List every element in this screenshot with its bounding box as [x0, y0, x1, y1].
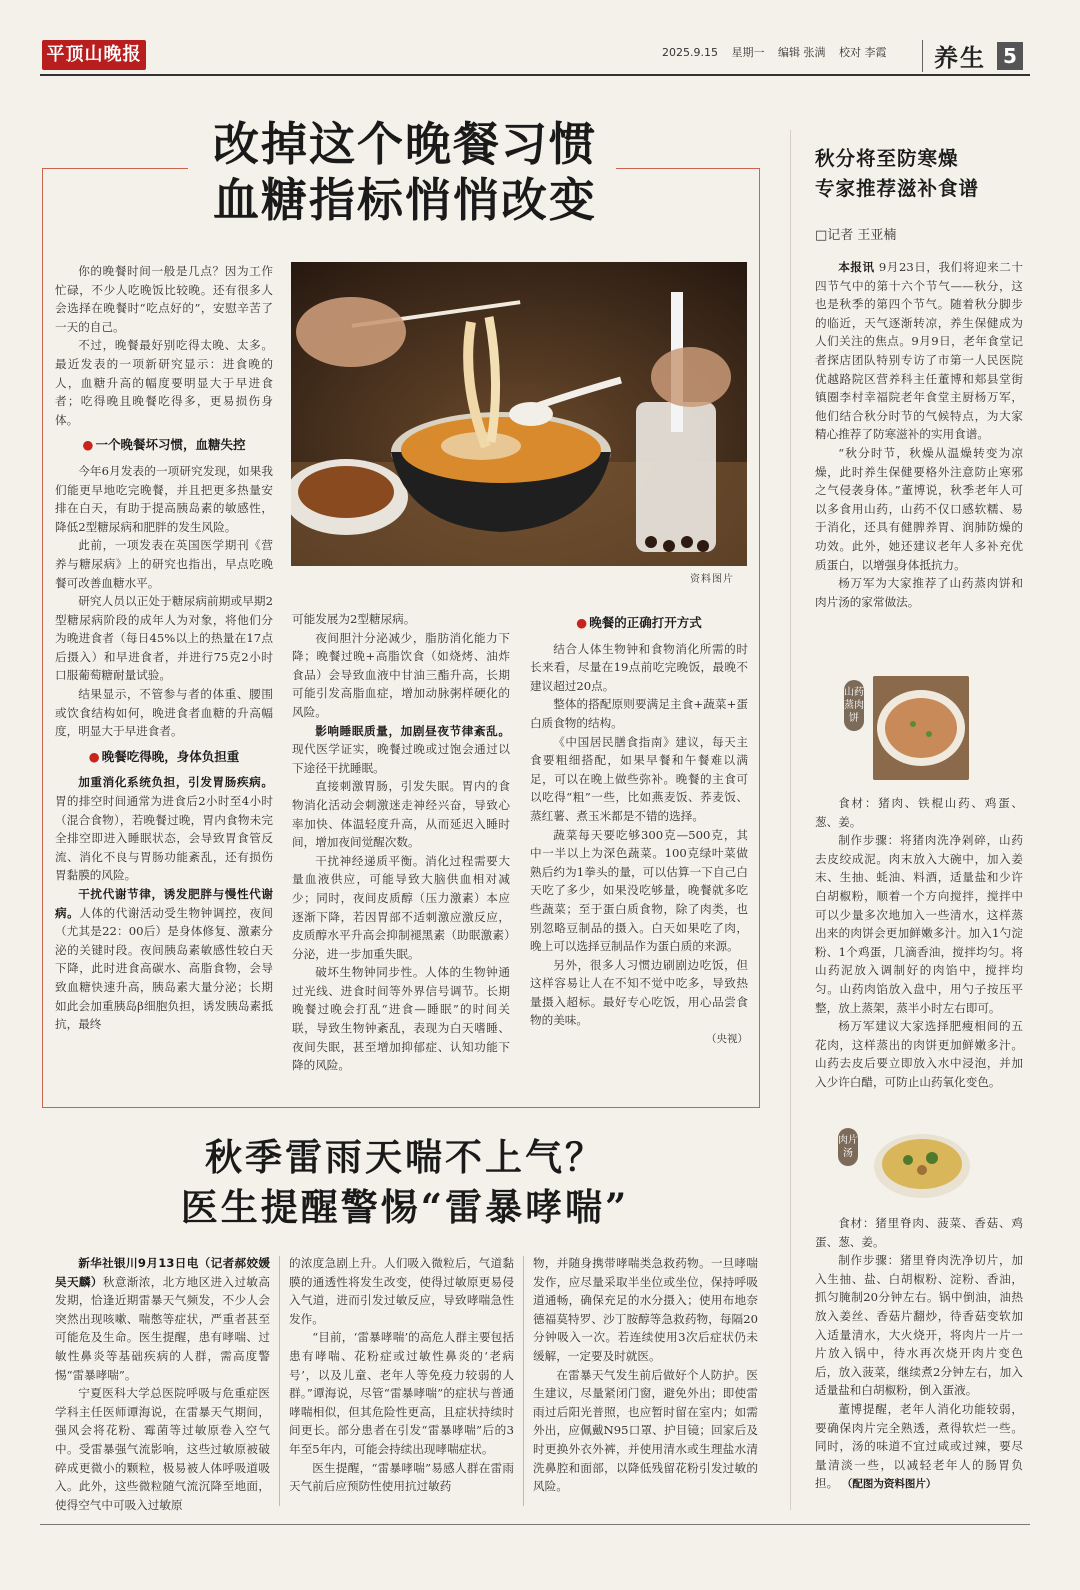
recipe-steps: 制作步骤：猪里脊肉洗净切片，加入生抽、盐、白胡椒粉、淀粉、香油，抓匀腌制20分钟左右。锅中倒油，油热放入姜丝、香菇片翻炒，待香菇变软加入适量清水，大火烧开，将肉片一片一片放入锅中，待水再次烧开肉片变色后，放入菠菜，继续煮2分钟左右，加入适量盐和白胡椒粉，倒入蛋液。: [815, 1253, 1023, 1398]
header-divider: [922, 40, 923, 72]
recipe-ingredients: 食材：猪里脊肉、菠菜、香菇、鸡蛋、葱、姜。: [815, 1216, 1023, 1249]
photo-caption: 资料图片: [690, 574, 734, 585]
paragraph: 新华社银川9月13日电（记者郝姣媛 吴天麟）秋意渐浓，北方地区进入过敏高发期，恰逢近期雷暴天气频发，不少人会突然出现咳嗽、喘憋等症状，严重者甚至可能危及生命。医生提醒，患有哮喘、过敏性鼻炎等基础疾病的人群，需高度警惕“雷暴哮喘”。: [55, 1256, 270, 1382]
article1-title-line2: 血糖指标悄悄改变: [213, 173, 597, 227]
column-divider: [279, 1256, 280, 1506]
source-note: （央视）: [706, 1033, 748, 1046]
paragraph: “目前，‘雷暴哮喘’的高危人群主要包括患有哮喘、花粉症或过敏性鼻炎的‘老病号’，以及儿童、老年人等免疫力较弱的人群。”谭海说，尽管“雷暴哮喘”的症状与普通哮喘相似，但其危险性更高，且症状持续时间更长。部分患者在引发“雷暴哮喘”后的3年至5年内，可能会持续出现哮喘症状。: [289, 1330, 514, 1456]
article2-title-line1: 秋季雷雨天喘不上气？: [205, 1135, 605, 1179]
paragraph: 破坏生物钟同步性。人体的生物钟通过光线、进食时间等外界信号调节。长期晚餐过晚会打乱“进食—睡眠”的时间关联，导致生物钟紊乱，表现为白天嗜睡、夜间失眠，甚至增加抑郁症、认知功能下降的风险。: [292, 965, 510, 1073]
bullet-dot-icon: ●: [576, 615, 588, 630]
soup-photo: [870, 1120, 974, 1204]
paragraph: 此前，一项发表在英国医学期刊《营养与糖尿病》上的研究也指出，早点吃晚餐可改善血糖水平。: [55, 538, 273, 590]
editor-credit: 编辑 张满: [777, 46, 826, 59]
subhead: ● 晚餐的正确打开方式: [576, 615, 702, 630]
header-rule: [40, 74, 1030, 76]
paragraph: 物，并随身携带哮喘类急救药物。一旦哮喘发作，应尽量采取半坐位或坐位，保持呼吸道通畅，确保充足的水分摄入；使用布地奈德福莫特罗、沙丁胺醇等急救药物，每隔20分钟吸入一次。若连续使用3次后症状仍未缓解，一定要及时就医。: [533, 1256, 758, 1363]
paragraph: 你的晚餐时间一般是几点？因为工作忙碌，不少人吃晚饭比较晚。还有很多人会选择在晚餐时“吃点好的”，安慰辛苦了一天的自己。: [55, 264, 273, 334]
paragraph: 整体的搭配原则要满足主食+蔬菜+蛋白质食物的结构。: [530, 697, 748, 730]
article1-column-3: [530, 614, 748, 1049]
recipe-steps: 制作步骤：将猪肉洗净剁碎，山药去皮绞成泥。肉末放入大碗中，加入姜末、生抽、蚝油、料酒，适量盐和少许白胡椒粉，顺着一个方向搅拌，搅拌中可以少量多次地加入一些清水，这样蒸出来的肉饼会更加鲜嫩多汁。加入1勺淀粉、1个鸡蛋，几滴香油，搅拌均匀。将山药泥放入调制好的肉馅中，搅拌均匀。山药肉馅放入盘中，用勺子按压平整，放上蒸架，蒸半小时左右即可。: [815, 833, 1023, 1015]
article2-column-2: [289, 1254, 514, 1496]
article1-photo: [291, 262, 747, 566]
sidebar-byline: □记者 王亚楠: [815, 228, 897, 243]
recipe-tip: 董博提醒，老年人消化功能较弱，要确保肉片完全熟透，煮得软烂一些。同时，汤的味道不宜过咸或过辣，要尽量清淡一些，以减轻老年人的肠胃负担。 （配图为资料图片）: [815, 1401, 1023, 1491]
paragraph: 在雷暴天气发生前后做好个人防护。医生建议，尽量紧闭门窗，避免外出；即使雷雨过后阳光普照，也应暂时留在室内；如需外出，应佩戴N95口罩、护目镜；回家后及时更换外衣外裤，并使用清水或生理盐水清洗鼻腔和面部，以降低残留花粉引发过敏的风险。: [533, 1367, 758, 1494]
paragraph: 宁夏医科大学总医院呼吸与危重症医学科主任医师谭海说，在雷暴天气期间，强风会将花粉、霉菌等过敏原卷入空气中。受雷暴强气流影响，这些过敏原被破碎成更微小的颗粒，极易被人体呼吸道吸入。此外，这些微粒随气流沉降至地面，使得空气中可吸入过敏原: [55, 1386, 270, 1512]
paragraph: 可能发展为2型糖尿病。: [292, 612, 416, 626]
sidebar-column-top: [815, 258, 1023, 611]
subhead: ● 晚餐吃得晚，身体负担重: [88, 748, 240, 764]
paragraph: 的浓度急剧上升。人们吸入微粒后，气道黏膜的通透性将发生改变，使得过敏原更易侵入气道，进而引发过敏反应，导致哮喘急性发作。: [289, 1256, 514, 1326]
meatcake-illustration: [873, 676, 969, 780]
paragraph: “秋分时节，秋燥从温燥转变为凉燥，此时养生保健要格外注意防止寒邪之气侵袭身体。”董博说，秋季老年人可以多食用山药，山药不仅口感软糯、易于消化，还具有健脾养胃、润肺防燥的功效。此外，她还建议老年人多补充优质蛋白，以增强身体抵抗力。: [815, 445, 1023, 572]
paragraph: 研究人员以正处于糖尿病前期或早期2型糖尿病阶段的成年人为对象，将他们分为晚进食者（每日45%以上的热量在17点后摄入）和早进食者，并进行75克2小时口服葡萄糖耐量试验。: [55, 594, 273, 683]
paragraph: 加重消化系统负担，引发胃肠疾病。胃的排空时间通常为进食后2小时至4小时（混合食物），若晚餐过晚，胃内食物未完全排空即进入睡眠状态，会导致胃食管反流、消化不良与胃肠功能紊乱，还有损伤胃黏膜的风险。: [55, 775, 273, 883]
recipe-tip: 杨万军建议大家选择肥瘦相间的五花肉，这样蒸出的肉饼更加鲜嫩多汁。山药去皮后要立即放入水中浸泡，并加入少许白醋，可防止山药氧化变色。: [815, 1019, 1023, 1089]
recipe-tag-soup: 肉片汤: [838, 1128, 858, 1166]
paragraph: 干扰神经递质平衡。消化过程需要大量血液供应，可能导致大脑供血相对减少；同时，夜间皮质醇（压力激素）本应逐渐下降，若因胃部不适刺激应激反应，皮质醇水平升高会抑制褪黑素（助眠激素）分泌，进一步加重失眠。: [292, 853, 510, 961]
paragraph: 结果显示，不管参与者的体重、腰围或饮食结构如何，晚进食者血糖的升高幅度，明显大于早进食者。: [55, 687, 273, 739]
footer-rule: [40, 1524, 1030, 1525]
paragraph: 另外，很多人习惯边刷剧边吃饭，但这样容易让人在不知不觉中吃多，导致热量摄入超标。最好专心吃饭，用心品尝食物的美味。: [530, 957, 748, 1028]
column-divider: [523, 1256, 524, 1506]
paragraph: 夜间胆汁分泌减少，脂肪消化能力下降；晚餐过晚+高脂饮食（如烧烤、油炸食品）会导致血液中甘油三酯升高，长期可能引发高脂血症，增加动脉粥样硬化的风险。: [292, 630, 510, 719]
sidebar-title-line1: 秋分将至防寒燥: [815, 147, 959, 170]
article2-column-3: [533, 1254, 758, 1496]
article1-frame-top-right: [616, 168, 760, 169]
article1-column-2: [292, 610, 510, 1075]
paragraph: 《中国居民膳食指南》建议，每天主食要粗细搭配，如果早餐和午餐难以满足，可以在晚上做些弥补。晚餐的主食可以吃得“粗”一些，比如燕麦饭、荞麦饭、蒸红薯、煮玉米都是不错的选择。: [530, 734, 748, 823]
paragraph: 医生提醒，“雷暴哮喘”易感人群在雷雨天气前后应预防性使用抗过敏药: [289, 1460, 514, 1494]
issue-date: 2025.9.15: [662, 46, 718, 59]
paragraph: 今年6月发表的一项研究发现，如果我们能更早地吃完晚餐，并且把更多热量安排在白天，有助于提高胰岛素的敏感性，降低2型糖尿病和肥胖的发生风险。: [55, 463, 273, 534]
paragraph: 影响睡眠质量，加剧昼夜节律紊乱。现代医学证实，晚餐过晚或过饱会通过以下途径干扰睡眠。: [292, 723, 510, 775]
bullet-dot-icon: ●: [88, 748, 100, 764]
paragraph: 蔬菜每天要吃够300克—500克，其中一半以上为深色蔬菜。100克绿叶菜做熟后约为1拳头的量，可以估算一下自己白天吃了多少，如果没吃够量，晚餐就多吃些蔬菜；至于蛋白质食物，除了肉类，也别忽略豆制品的摄入。白天如果吃了肉，晚上可以选择豆制品作为蛋白质的来源。: [530, 827, 748, 954]
meatcake-photo: [873, 676, 969, 780]
article2-column-1: [55, 1254, 270, 1514]
paragraph: 本报讯 9月23日，我们将迎来二十四节气中的第十六个节气——秋分，这也是秋季的第四个节气。随着秋分脚步的临近，天气逐渐转凉，养生保健成为人们关注的焦点。9月9日，老年食堂记者探店团队特别专访了市第一人民医院优越路院区营养科主任董博和郏县堂街镇圈李村幸福院老年食堂主厨杨万军，他们结合秋分时节的气候特点，为大家精心推荐了防寒滋补的实用食谱。: [815, 260, 1023, 442]
paragraph: 干扰代谢节律，诱发肥胖与慢性代谢病。人体的代谢活动受生物钟调控，夜间（尤其是22：00后）是身体修复、激素分泌的关键时段。夜间胰岛素敏感性较白天下降，此时进食高碳水、高脂食物，会导致血糖快速升高，胰岛素大量分泌；长期如此会加重胰岛β细胞负担，诱发胰岛素抵抗，最终: [55, 887, 273, 1032]
paragraph: 杨万军为大家推荐了山药蒸肉饼和肉片汤的家常做法。: [815, 576, 1023, 609]
noodle-dinner-illustration: [291, 262, 747, 566]
sidebar-divider: [790, 130, 791, 1510]
sidebar-column-recipe1: [815, 794, 1023, 1092]
recipe-ingredients: 食材：猪肉、铁棍山药、鸡蛋、葱、姜。: [815, 796, 1023, 829]
soup-illustration: [870, 1120, 974, 1204]
article1-frame-top-left: [42, 168, 188, 169]
sidebar-title-line2: 专家推荐滋补食谱: [815, 177, 980, 200]
proofreader-credit: 校对 李霞: [838, 46, 887, 59]
subhead: ● 一个晚餐坏习惯，血糖失控: [82, 437, 246, 453]
sidebar-column-recipe2: [815, 1214, 1023, 1494]
newspaper-logo: 平顶山晚报: [42, 40, 146, 70]
page-number: 5: [997, 42, 1023, 70]
paragraph: 直接刺激胃肠，引发失眠。胃内的食物消化活动会刺激迷走神经兴奋，导致心率加快、体温轻度升高，从而延迟入睡时间，增加夜间觉醒次数。: [292, 779, 510, 850]
paragraph: 结合人体生物钟和食物消化所需的时长来看，尽量在19点前吃完晚饭，最晚不建议超过20点。: [530, 641, 748, 693]
article1-title-line1: 改掉这个晚餐习惯: [213, 117, 597, 171]
article2-title-line2: 医生提醒警惕“雷暴哮喘”: [180, 1185, 630, 1229]
recipe-tag-meatcake: 山药蒸肉饼: [844, 680, 864, 731]
article1-column-1: [55, 262, 273, 1034]
paragraph: 不过，晚餐最好别吃得太晚、太多。最近发表的一项新研究显示：进食晚的人，血糖升高的幅度要明显大于早进食者；吃得晚且晚餐吃得多，更易损伤身体。: [55, 338, 273, 427]
issue-weekday: 星期一: [731, 46, 765, 59]
section-name: 养生: [934, 43, 986, 72]
header-info: [662, 44, 896, 60]
bullet-dot-icon: ●: [82, 437, 94, 453]
